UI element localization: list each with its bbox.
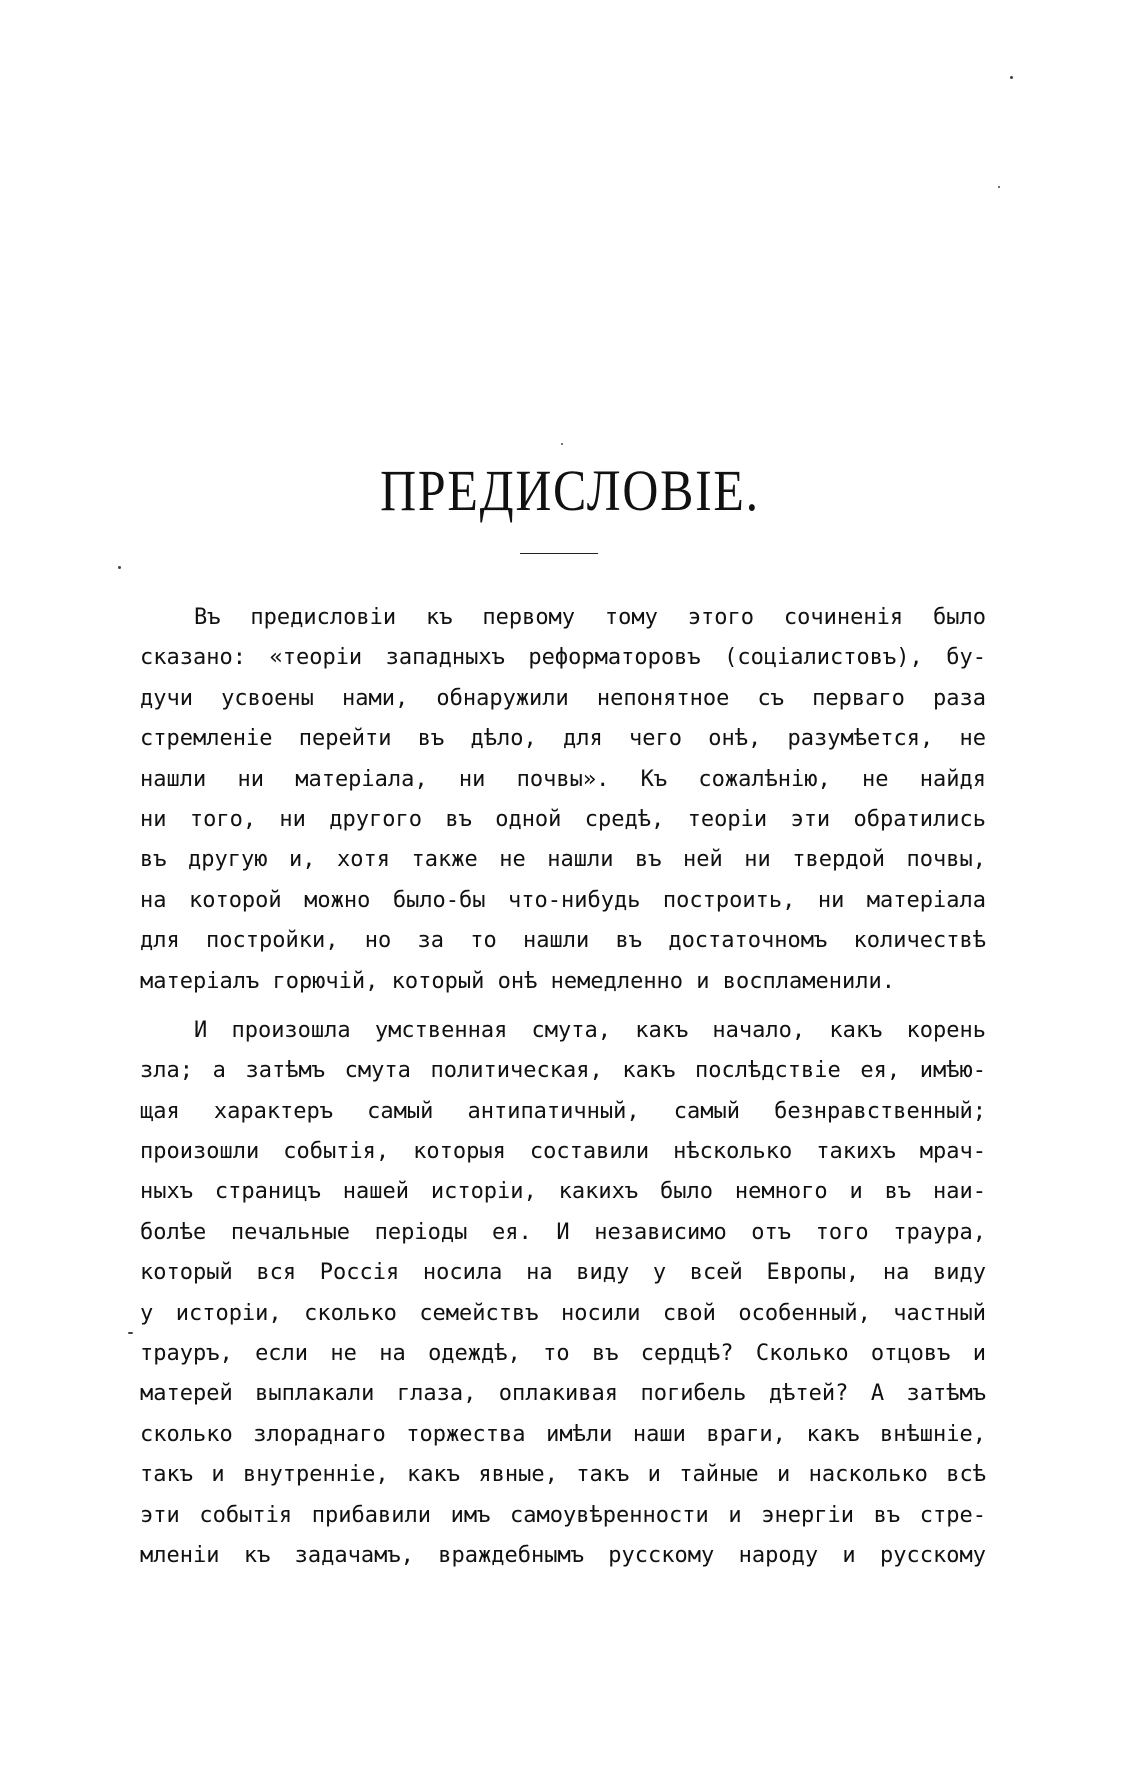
text-line: матерей выплакали глаза, оплакивая погибель дѣтей? А затѣмъ	[140, 1381, 986, 1407]
text-line: у исторіи, сколько семействъ носили свой особенный, частный	[140, 1300, 986, 1326]
text-line: произошли событія, которыя составили нѣсколько такихъ мрач-	[140, 1139, 986, 1165]
text-line: щая характеръ самый антипатичный, самый безнравственный;	[140, 1098, 986, 1124]
paragraph-2	[140, 1011, 986, 1576]
text-line: ни того, ни другого въ одной средѣ, теоріи эти обратились	[140, 806, 986, 832]
text-line: Въ предисловіи къ первому тому этого сочиненія было	[194, 605, 986, 630]
text-line: сколько злораднаго торжества имѣли наши враги, какъ внѣшніе,	[140, 1421, 986, 1447]
text-line: эти событія прибавили имъ самоувѣренности и энергіи въ стре-	[140, 1502, 986, 1528]
text-line: И произошла умственная смута, какъ начало, какъ корень	[194, 1017, 986, 1043]
text-line: нашли ни матеріала, ни почвы». Къ сожалѣнію, не найдя	[140, 766, 986, 792]
text-line: сказано: «теоріи западныхъ реформаторовъ (соціалистовъ), бу-	[140, 645, 986, 671]
text-line: ныхъ страницъ нашей исторіи, какихъ было немного и въ наи-	[140, 1179, 986, 1205]
text-line: для постройки, но за то нашли въ достаточномъ количествѣ	[140, 928, 986, 954]
paragraph-1	[140, 598, 986, 1002]
page-title: ПРЕДИСЛОВІЕ.	[380, 458, 760, 523]
text-line: болѣе печальные періоды ея. И независимо отъ того траура,	[140, 1219, 986, 1245]
preface-text	[140, 598, 986, 1576]
text-line: который вся Россія носила на виду у всей Европы, на виду	[140, 1260, 986, 1286]
scan-speck	[998, 186, 1000, 188]
text-line: мленіи къ задачамъ, враждебнымъ русскому народу и русскому	[140, 1542, 986, 1568]
text-line: матеріалъ горючій, который онѣ немедленно и воспламенили.	[140, 968, 895, 994]
text-line: трауръ, если не на одеждѣ, то въ сердцѣ? Сколько отцовъ и	[140, 1341, 986, 1367]
scan-speck	[128, 1332, 133, 1334]
text-line: стремленіе перейти въ дѣло, для чего онѣ, разумѣется, не	[140, 726, 986, 752]
scan-speck	[1010, 76, 1013, 79]
scan-speck	[118, 566, 121, 569]
title-divider	[520, 553, 598, 554]
text-line: зла; а затѣмъ смута политическая, какъ послѣдствіе ея, имѣю-	[140, 1058, 986, 1084]
text-line: дучи усвоены нами, обнаружили непонятное съ перваго раза	[140, 685, 986, 711]
scan-speck	[561, 443, 563, 445]
text-line: на которой можно было-бы что-нибудь построить, ни матеріала	[140, 887, 986, 913]
text-line: такъ и внутренніе, какъ явные, такъ и тайные и насколько всѣ	[140, 1462, 986, 1488]
text-line: въ другую и, хотя также не нашли въ ней ни твердой почвы,	[140, 847, 986, 873]
